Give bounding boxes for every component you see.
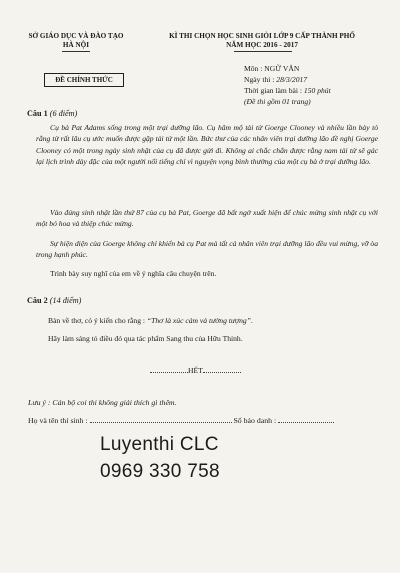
question-2-line-2: Hãy làm sáng tỏ điều đó qua tác phẩm Sang thu của Hữu Thỉnh. (48, 334, 243, 343)
question-2-heading (27, 296, 81, 305)
candidate-number-blank (278, 422, 334, 423)
question-2-quote: “Thơ là xúc cảm và tưởng tượng” (146, 316, 251, 325)
candidate-name-label: Họ và tên thí sinh : (28, 416, 88, 425)
department-underline (62, 51, 90, 52)
school-year-underline (234, 51, 292, 52)
date-label: Ngày thi : (244, 75, 275, 84)
end-dots-left (150, 372, 188, 373)
subject-label: Môn : (244, 64, 263, 73)
official-exam-label: ĐỀ CHÍNH THỨC (44, 73, 124, 87)
end-mark (150, 366, 241, 375)
footer-note (28, 398, 177, 407)
promo-phone: 0969 330 758 (100, 461, 220, 482)
footer-note-text: Cán bộ coi thi không giải thích gì thêm. (52, 398, 177, 407)
footer-note-label: Lưu ý : (28, 398, 51, 407)
candidate-number-label: Số báo danh : (233, 416, 277, 425)
exam-title: KÌ THI CHỌN HỌC SINH GIỎI LỚP 9 CẤP THÀNH PHỐ (169, 32, 355, 40)
promo-brand: Luyenthi CLC (100, 434, 219, 455)
subject-value: NGỮ VĂN (264, 64, 300, 73)
department-name: SỞ GIÁO DỤC VÀ ĐÀO TẠO (28, 32, 124, 40)
question-2-points: (14 điểm) (49, 296, 82, 305)
end-mark-text: HẾT (188, 366, 203, 375)
subject-row (244, 64, 299, 73)
question-2-title: Câu 2 (27, 296, 48, 305)
question-2-prompt: Bàn về thơ, có ý kiến cho rằng : (48, 316, 146, 325)
question-1-title: Câu 1 (27, 109, 48, 118)
department-city: HÀ NỘI (62, 41, 90, 49)
duration-value: 150 phút (303, 86, 331, 95)
pages-note: (Đề thi gồm 01 trang) (244, 97, 311, 106)
end-dots-right (203, 372, 241, 373)
date-value: 28/3/2017 (276, 75, 308, 84)
duration-row (244, 86, 331, 95)
candidate-name-blank (90, 422, 232, 423)
question-1-points: (6 điểm) (49, 109, 78, 118)
question-2-line-1 (48, 316, 253, 325)
candidate-info-row (28, 416, 334, 425)
school-year: NĂM HỌC 2016 - 2017 (226, 41, 298, 49)
question-1-paragraph-3: Sự hiện diện của Goerge không chỉ khiến bà cụ Pat mà tất cả nhân viên trại dưỡng lão đều vui mừng, vỡ òa trong hạnh phúc. (36, 239, 378, 260)
question-1-heading (27, 109, 77, 118)
question-1-task: Trình bày suy nghĩ của em về ý nghĩa câu chuyện trên. (50, 269, 217, 278)
date-row (244, 75, 307, 84)
question-2-period: . (250, 316, 253, 325)
question-1-paragraph-2: Vào đúng sinh nhật lần thứ 87 của cụ bà Pat, Goerge đã bất ngờ xuất hiện để chúc mừng sinh nhật cụ với một bó hoa và thiệp chúc mừng. (36, 208, 378, 229)
duration-label: Thời gian làm bài : (244, 86, 303, 95)
question-1-paragraph-1: Cụ bà Pat Adams sống trong một trại dưỡng lão. Cụ hâm mộ tài tử Goerge Clooney và nhiều lần bày tỏ rằng từ rất lâu cụ ước muốn được gặp tài tử một lần. Bức thư của các nhân viên trại dưỡng lão đề nghị Goerge Clooney có một trong ngày sinh nhật của cụ đã được gửi đi. Không ai chắc chắn được rằng nam tài tử sẽ gác lại lịch trình dày đặc của một người nổi tiếng chỉ vì nguyện vọng bình thường của một cụ bà ở trại dưỡng lão. (36, 123, 378, 166)
